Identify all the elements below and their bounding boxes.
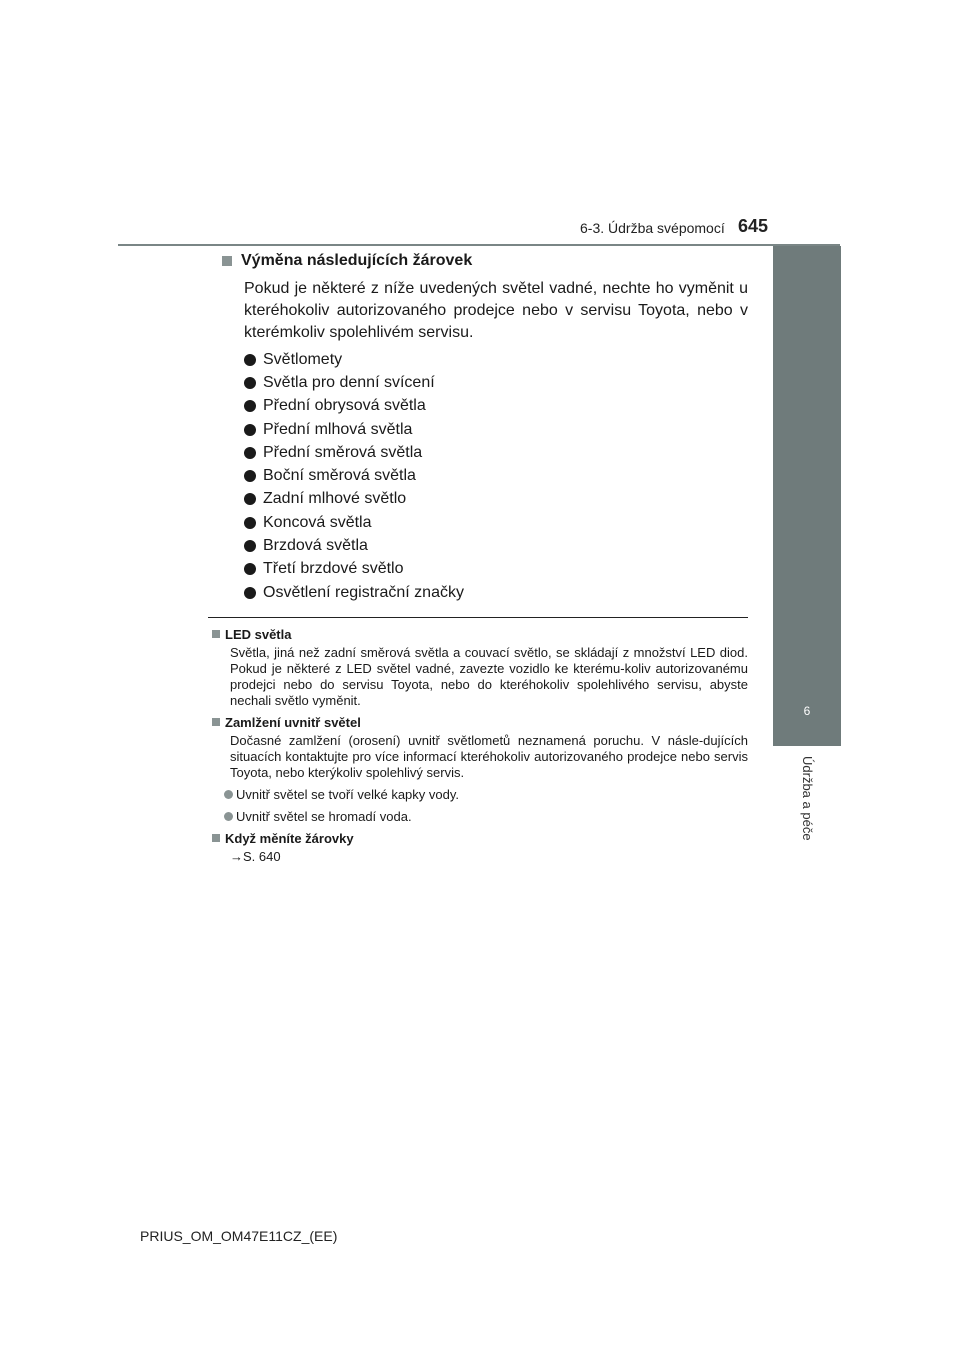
list-item (244, 534, 748, 557)
main-section (208, 252, 748, 604)
note-list-item-text: Uvnitř světel se tvoří velké kapky vody. (236, 786, 460, 802)
chapter-label: Údržba a péče (800, 756, 815, 841)
note-body-fog: Dočasné zamlžení (orosení) uvnitř světlometů neznamená poruchu. V násle-dujících situacích kontaktujte pro více informací kteréhokoliv autorizovaného prodejce nebo servis Toyota, nebo kterýkoliv spolehlivý servis. (230, 733, 748, 780)
note-list-item-text: Uvnitř světel se hromadí voda. (236, 808, 412, 824)
list-item (244, 348, 748, 371)
header-divider (118, 244, 840, 246)
list-item-text: Přední směrová světla (263, 443, 423, 461)
bulb-list (244, 348, 748, 604)
bullet-icon (244, 447, 256, 459)
square-bullet-icon (212, 834, 220, 842)
list-item-text: Brzdová světla (263, 537, 368, 555)
note-body-led: Světla, jiná než zadní směrová světla a couvací světlo, se skládají z množství LED diod. Pokud je některé z LED světel vadné, zavezte vozidlo ke kterému-koliv autorizovanému prodejci nebo do servisu Toyota, nebo do kteréhokoliv spolehlivého servisu, abyste nechali světlo vyměnit. (230, 645, 748, 708)
list-item (244, 441, 748, 464)
note-heading-led (208, 625, 748, 643)
note-heading-text: LED světla (225, 626, 292, 642)
section-heading (208, 252, 748, 270)
bullet-icon (224, 812, 233, 821)
list-item-text: Koncová světla (263, 513, 372, 531)
page-number: 645 (738, 216, 769, 236)
bullet-icon (244, 540, 256, 552)
list-item-text: Přední obrysová světla (263, 397, 426, 415)
list-item (244, 558, 748, 581)
list-item-text: Osvětlení registrační značky (263, 583, 464, 601)
bullet-icon (244, 470, 256, 482)
note-list-item (224, 807, 748, 825)
bullet-icon (244, 493, 256, 505)
list-item (244, 464, 748, 487)
bullet-icon (244, 587, 256, 599)
list-item-text: Boční směrová světla (263, 467, 416, 485)
list-item (244, 581, 748, 604)
list-item (244, 511, 748, 534)
bullet-icon (244, 424, 256, 436)
page-reference-link[interactable] (230, 849, 748, 864)
list-item (244, 395, 748, 418)
note-heading-text: Zamlžení uvnitř světel (225, 714, 361, 730)
note-heading-fog (208, 713, 748, 731)
bullet-icon (244, 377, 256, 389)
list-item-text: Světla pro denní svícení (263, 373, 435, 391)
note-heading-change (208, 829, 748, 847)
bullet-icon (244, 517, 256, 529)
list-item (244, 418, 748, 441)
square-bullet-icon (222, 256, 232, 266)
bullet-icon (244, 354, 256, 366)
list-item-text: Třetí brzdové světlo (263, 560, 404, 578)
bullet-icon (224, 790, 233, 799)
bullet-icon (244, 563, 256, 575)
notes-section (208, 625, 748, 864)
list-item (244, 371, 748, 394)
note-list-item (224, 785, 748, 803)
list-item-text: Zadní mlhové světlo (263, 490, 407, 508)
intro-paragraph: Pokud je některé z níže uvedených světel vadné, nechte ho vyměnit u kteréhokoliv autorizovaného prodejce nebo v servisu Toyota, nebo v kterémkoliv spolehlivém servisu. (244, 280, 748, 341)
list-item-text: Přední mlhová světla (263, 420, 413, 438)
note-heading-text: Když měníte žárovky (225, 830, 354, 846)
section-heading-text: Výměna následujících žárovek (241, 252, 473, 269)
section-title: 6-3. Údržba svépomocí (580, 220, 725, 236)
document-code: PRIUS_OM_OM47E11CZ_(EE) (140, 1228, 338, 1244)
arrow-right-icon: → (230, 849, 243, 864)
square-bullet-icon (212, 718, 220, 726)
notes-divider (208, 617, 748, 618)
bullet-icon (244, 400, 256, 412)
page-reference-text: S. 640 (243, 849, 281, 864)
side-bar (773, 246, 841, 688)
square-bullet-icon (212, 630, 220, 638)
chapter-number: 6 (803, 704, 811, 718)
list-item-text: Světlomety (263, 350, 343, 368)
list-item (244, 488, 748, 511)
